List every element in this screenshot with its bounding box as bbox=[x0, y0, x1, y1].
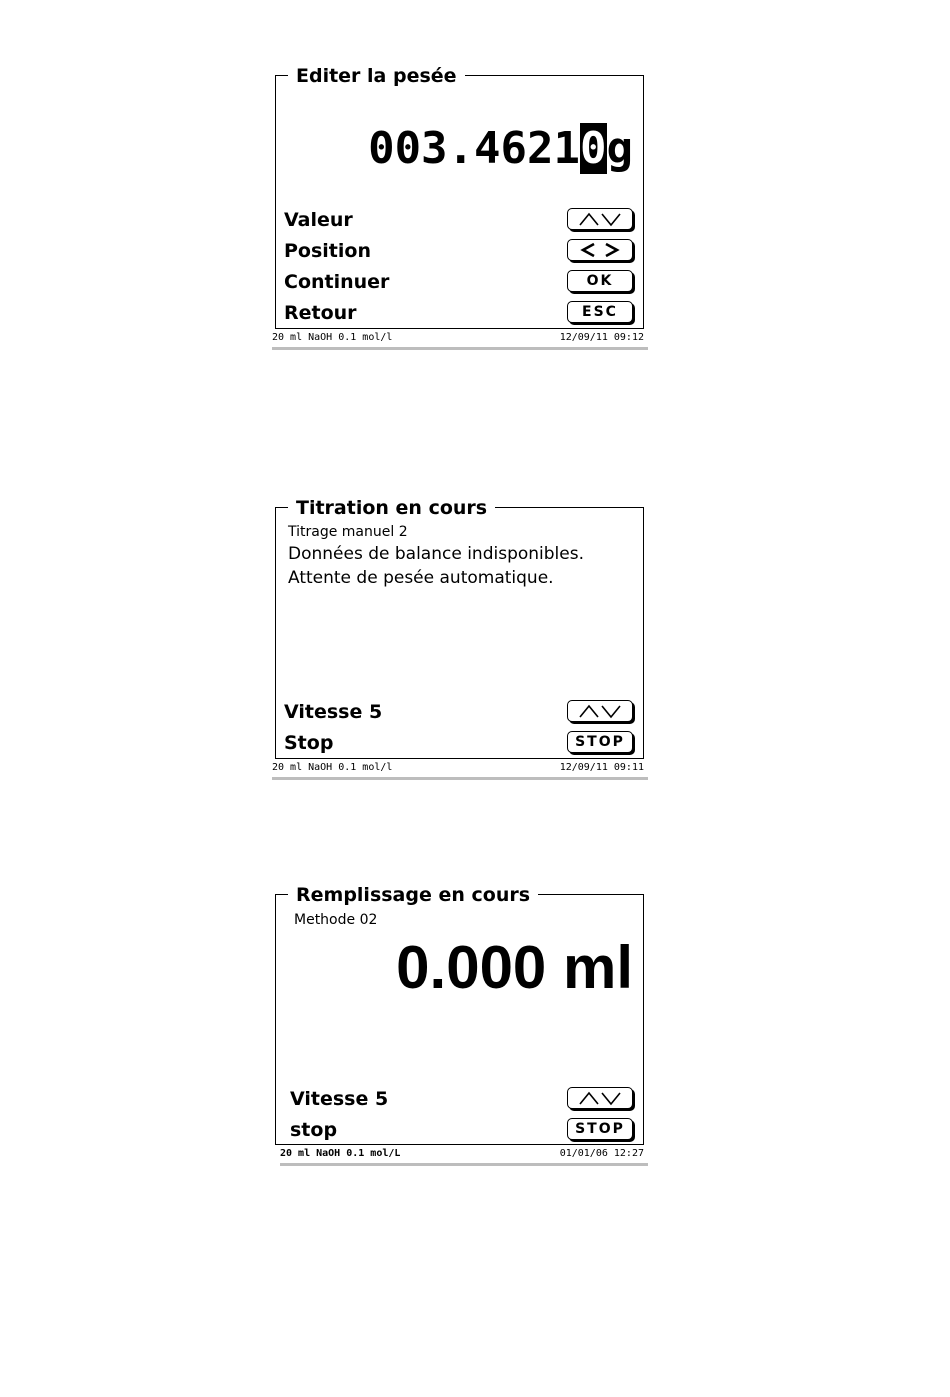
method-subtitle: Methode 02 bbox=[294, 912, 378, 928]
esc-key[interactable]: ESC bbox=[567, 301, 633, 323]
status-bar bbox=[272, 761, 648, 780]
row-continuer bbox=[284, 268, 633, 296]
speed-label: Vitesse 5 bbox=[290, 1088, 389, 1110]
message-line-1: Données de balance indisponibles. bbox=[288, 544, 584, 564]
row-stop bbox=[284, 729, 633, 757]
dialog-frame bbox=[275, 884, 644, 1145]
screen-filling bbox=[270, 884, 650, 1166]
up-down-key[interactable] bbox=[567, 208, 633, 230]
dialog-frame bbox=[275, 65, 644, 329]
up-down-icon bbox=[577, 703, 623, 719]
row-vitesse bbox=[290, 1085, 633, 1113]
up-down-icon bbox=[577, 1090, 623, 1106]
status-bar bbox=[280, 1147, 648, 1166]
message-line-2: Attente de pesée automatique. bbox=[288, 568, 554, 588]
weight-value-digits: 003.4621 bbox=[368, 123, 580, 174]
weight-unit: g bbox=[606, 123, 633, 174]
row-retour bbox=[284, 299, 633, 327]
dialog-frame bbox=[275, 497, 644, 759]
up-down-key[interactable] bbox=[567, 700, 633, 722]
up-down-icon bbox=[577, 211, 623, 227]
date-time: 12/09/11 09:12 bbox=[559, 332, 644, 343]
stop-label: Stop bbox=[284, 732, 334, 754]
row-position bbox=[284, 237, 633, 265]
method-subtitle: Titrage manuel 2 bbox=[288, 524, 408, 540]
row-valeur bbox=[284, 206, 633, 234]
status-bar bbox=[272, 331, 648, 350]
continuer-label: Continuer bbox=[284, 271, 390, 293]
stop-key[interactable]: STOP bbox=[567, 1118, 633, 1140]
speed-label: Vitesse 5 bbox=[284, 701, 383, 723]
screen-edit-weight bbox=[270, 65, 650, 350]
method-name: 20 ml NaOH 0.1 mol/l bbox=[272, 762, 393, 773]
dialog-title: Editer la pesée bbox=[288, 65, 465, 87]
ok-key[interactable]: OK bbox=[567, 270, 633, 292]
method-name: 20 ml NaOH 0.1 mol/L bbox=[280, 1148, 401, 1159]
weight-value bbox=[368, 124, 633, 174]
left-right-key[interactable] bbox=[567, 239, 633, 261]
date-time: 01/01/06 12:27 bbox=[559, 1148, 644, 1159]
dialog-title: Titration en cours bbox=[288, 497, 495, 519]
stop-label: stop bbox=[290, 1119, 338, 1141]
volume-value: 0.000 ml bbox=[396, 934, 633, 1001]
row-stop bbox=[290, 1116, 633, 1144]
method-name: 20 ml NaOH 0.1 mol/l bbox=[272, 332, 393, 343]
edit-cursor-digit[interactable]: 0 bbox=[580, 123, 607, 174]
position-label: Position bbox=[284, 240, 371, 262]
date-time: 12/09/11 09:11 bbox=[559, 762, 644, 773]
retour-label: Retour bbox=[284, 302, 357, 324]
valeur-label: Valeur bbox=[284, 209, 353, 231]
row-vitesse bbox=[284, 698, 633, 726]
dialog-title: Remplissage en cours bbox=[288, 884, 538, 906]
up-down-key[interactable] bbox=[567, 1087, 633, 1109]
screen-titration bbox=[270, 497, 650, 780]
left-right-icon bbox=[577, 242, 623, 258]
stop-key[interactable]: STOP bbox=[567, 731, 633, 753]
